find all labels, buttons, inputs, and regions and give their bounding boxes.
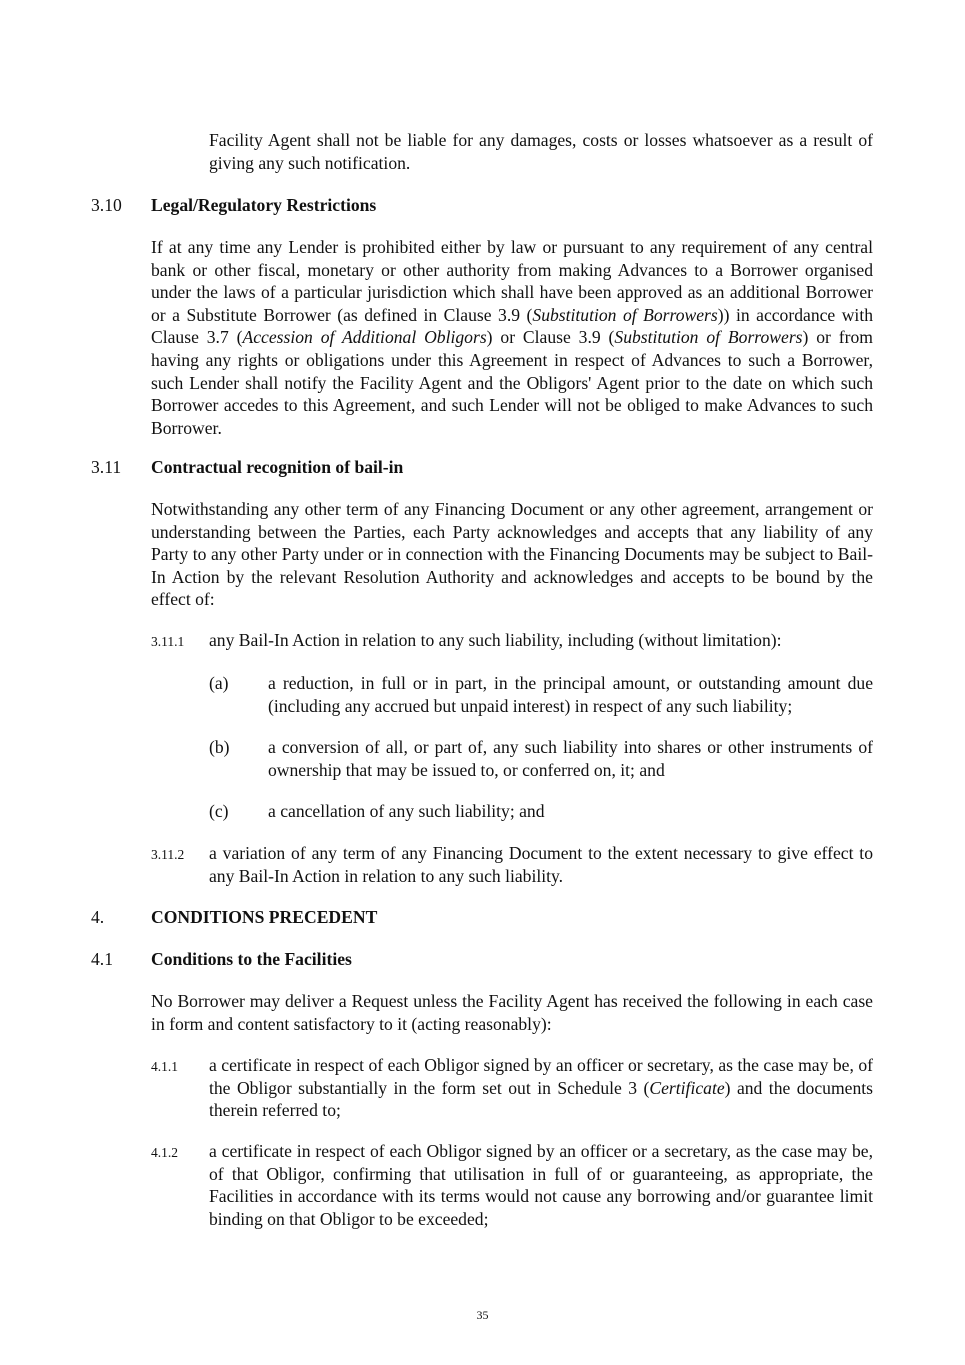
clause-body-4-1: No Borrower may deliver a Request unless the Facility Agent has received the following in each case in form and content satisfactory to it (acting reasonably): (151, 991, 873, 1034)
page-number: 35 (476, 1308, 489, 1322)
clause-body-3-10 (151, 236, 873, 439)
subclause-text-3-11-2: a variation of any term of any Financing Document to the extent necessary to give effect to any Bail-In Action in relation to any such liability. (209, 843, 873, 886)
clause-3-10-text-d: ) or from having any rights or obligations under this Agreement in respect of Advances to such a Borrower, such Lender shall notify the Facility Agent and the Obligors' Agent prior to the date on which such Borrower accedes to this Agreement, and such Lender will not be obliged to make Advances to such Borrower. (151, 327, 873, 438)
item-label-c: (c) (209, 801, 229, 821)
clause-number-3-10: 3.10 (91, 195, 122, 215)
continuation-paragraph: Facility Agent shall not be liable for any damages, costs or losses whatsoever as a result of giving any such notification. (209, 130, 873, 173)
item-text-c: a cancellation of any such liability; and (268, 801, 545, 821)
clause-3-10-text-a: If at any time any Lender is prohibited either by law or pursuant to any requirement of any central bank or other fiscal, monetary or other authority from making Advances to a Borrower organised under the laws of a particular jurisdiction which shall have been approved as an additional Borrower or a Substitute Borrower (as defined in Clause 3.9 ( (151, 237, 873, 325)
clause-number-3-11: 3.11 (91, 457, 122, 477)
clause-heading-3-11: Contractual recognition of bail-in (151, 457, 404, 477)
subclause-4-1-1-text-a: a certificate in respect of each Obligor signed by an officer or secretary, as the case may be, of the Obligor substantially in the form set out in Schedule 3 ( (209, 1055, 873, 1098)
subclause-text-3-11-1: any Bail-In Action in relation to any such liability, including (without limitation): (209, 630, 782, 650)
clause-number-4-1: 4.1 (91, 949, 113, 969)
subclause-number-3-11-2: 3.11.2 (151, 847, 185, 862)
clause-heading-4-1: Conditions to the Facilities (151, 949, 352, 969)
clause-3-10-text-c: ) or Clause 3.9 ( (486, 327, 615, 348)
clause-heading-3-10: Legal/Regulatory Restrictions (151, 195, 377, 215)
item-text-a: a reduction, in full or in part, in the principal amount, or outstanding amount due (including any accrued but unpaid interest) in respect of any such liability; (268, 673, 873, 716)
clause-3-10-ref-substitution-2: Substitution of Borrowers (614, 327, 803, 348)
subclause-4-1-1-text-b: ) and the documents therein referred to; (209, 1077, 873, 1121)
subclause-number-4-1-2: 4.1.2 (151, 1145, 178, 1160)
subclause-number-3-11-1: 3.11.1 (151, 634, 185, 649)
subclause-text-4-1-1 (209, 1054, 873, 1122)
subclause-4-1-1-ref-certificate: Certificate (649, 1077, 725, 1098)
clause-3-10-ref-substitution: Substitution of Borrowers (532, 304, 718, 325)
clause-3-10-ref-accession: Accession of Additional Obligors (242, 327, 487, 348)
item-label-b: (b) (209, 737, 230, 757)
section-number-4: 4. (91, 907, 105, 927)
subclause-number-4-1-1: 4.1.1 (151, 1059, 178, 1074)
section-heading-4: CONDITIONS PRECEDENT (151, 907, 378, 927)
item-text-b: a conversion of all, or part of, any such liability into shares or other instruments of ownership that may be issued to, or conferred on, it; and (268, 737, 873, 780)
clause-3-10-text-b: )) in accordance with Clause 3.7 ( (151, 304, 874, 348)
item-label-a: (a) (209, 673, 229, 693)
subclause-text-4-1-2: a certificate in respect of each Obligor signed by an officer or a secretary, as the case may be, of that Obligor, confirming that utilisation in full of or guaranteeing, as appropriate, the Facilities in accordance with its terms would not cause any borrowing and/or guarantee limit binding on that Obligor to be exceeded; (209, 1141, 873, 1229)
clause-body-3-11: Notwithstanding any other term of any Financing Document or any other agreement, arrangement or understanding between the Parties, each Party acknowledges and accepts that any liability of any Party to any other Party under or in connection with the Financing Documents may be subject to Bail-In Action by the relevant Resolution Authority and acknowledges and accepts to be bound by the effect of: (151, 499, 873, 610)
